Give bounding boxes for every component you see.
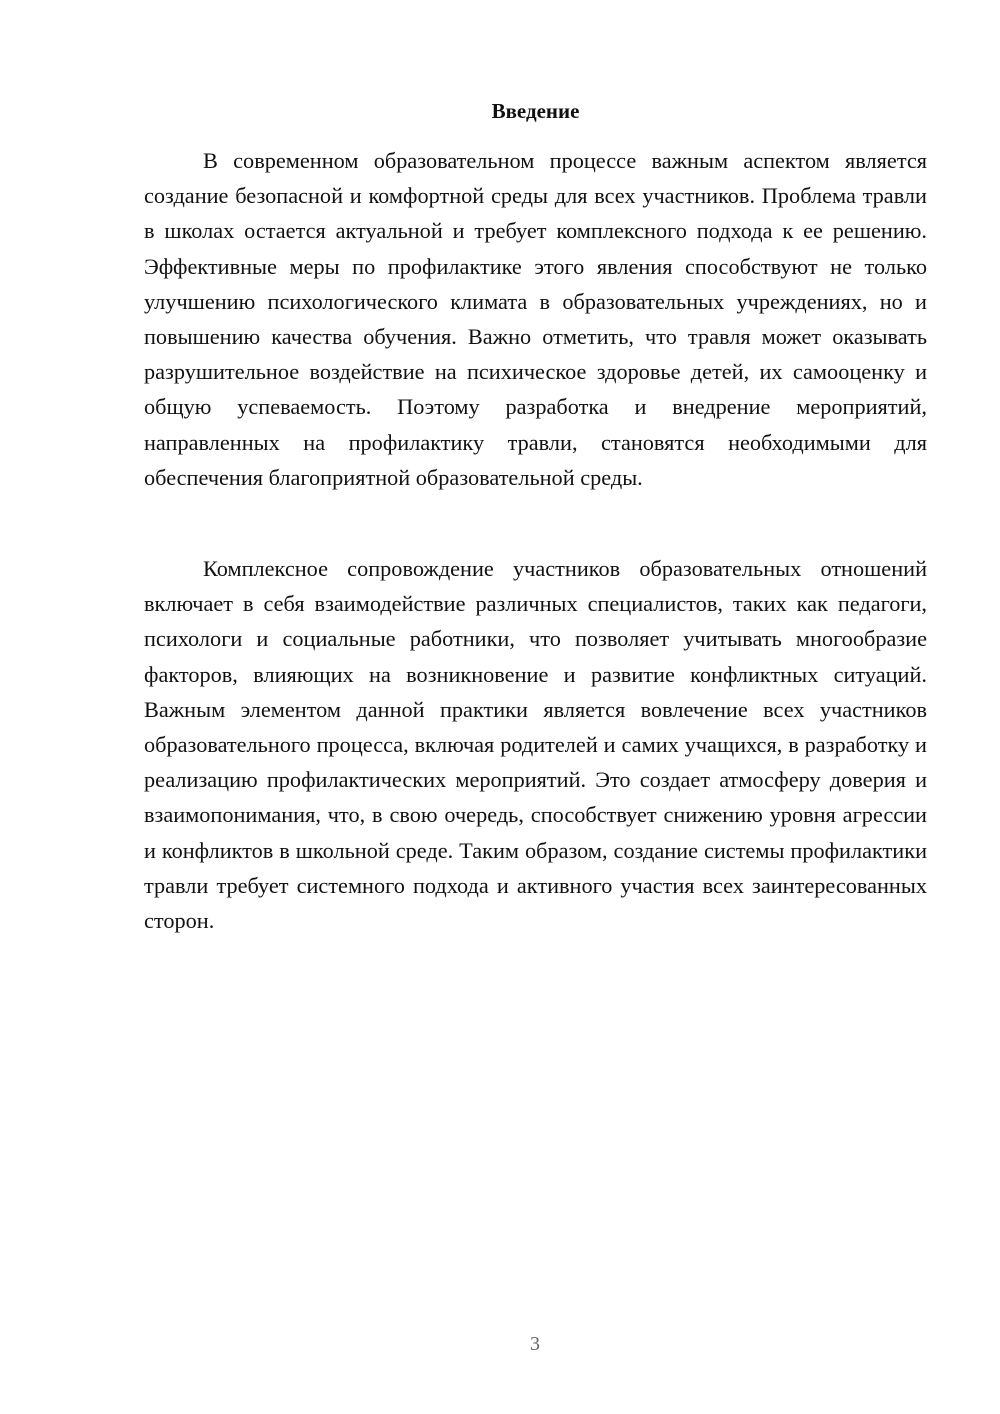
- page-number: 3: [530, 1333, 540, 1355]
- paragraph-support: Комплексное сопровождение участников образовательных отношений включает в себя взаимодействие различных специалистов, таких как педагоги, психологи и социальные работники, что позволяет учитывать многообразие факторов, влияющих на возникновение и развитие конфликтных ситуаций. Важным элементом данной практики является вовлечение всех участников образовательного процесса, включая родителей и самих учащихся, в разработку и реализацию профилактических мероприятий. Это создает атмосферу доверия и взаимопонимания, что, в свою очередь, способствует снижению уровня агрессии и конфликтов в школьной среде. Таким образом, создание системы профилактики травли требует системного подхода и активного участия всех заинтересованных сторон.: [144, 556, 927, 934]
- section-heading: Введение: [491, 99, 580, 123]
- paragraph-intro: В современном образовательном процессе важным аспектом является создание безопасной и комфортной среды для всех участников. Проблема травли в школах остается актуальной и требует комплексного подхода к ее решению. Эффективные меры по профилактике этого явления способствуют не только улучшению психологического климата в образовательных учреждениях, но и повышению качества обучения. Важно отметить, что травля может оказывать разрушительное воздействие на психическое здоровье детей, их самооценку и общую успеваемость. Поэтому разработка и внедрение мероприятий, направленных на профилактику травли, становятся необходимыми для обеспечения благоприятной образовательной среды.: [144, 148, 927, 490]
